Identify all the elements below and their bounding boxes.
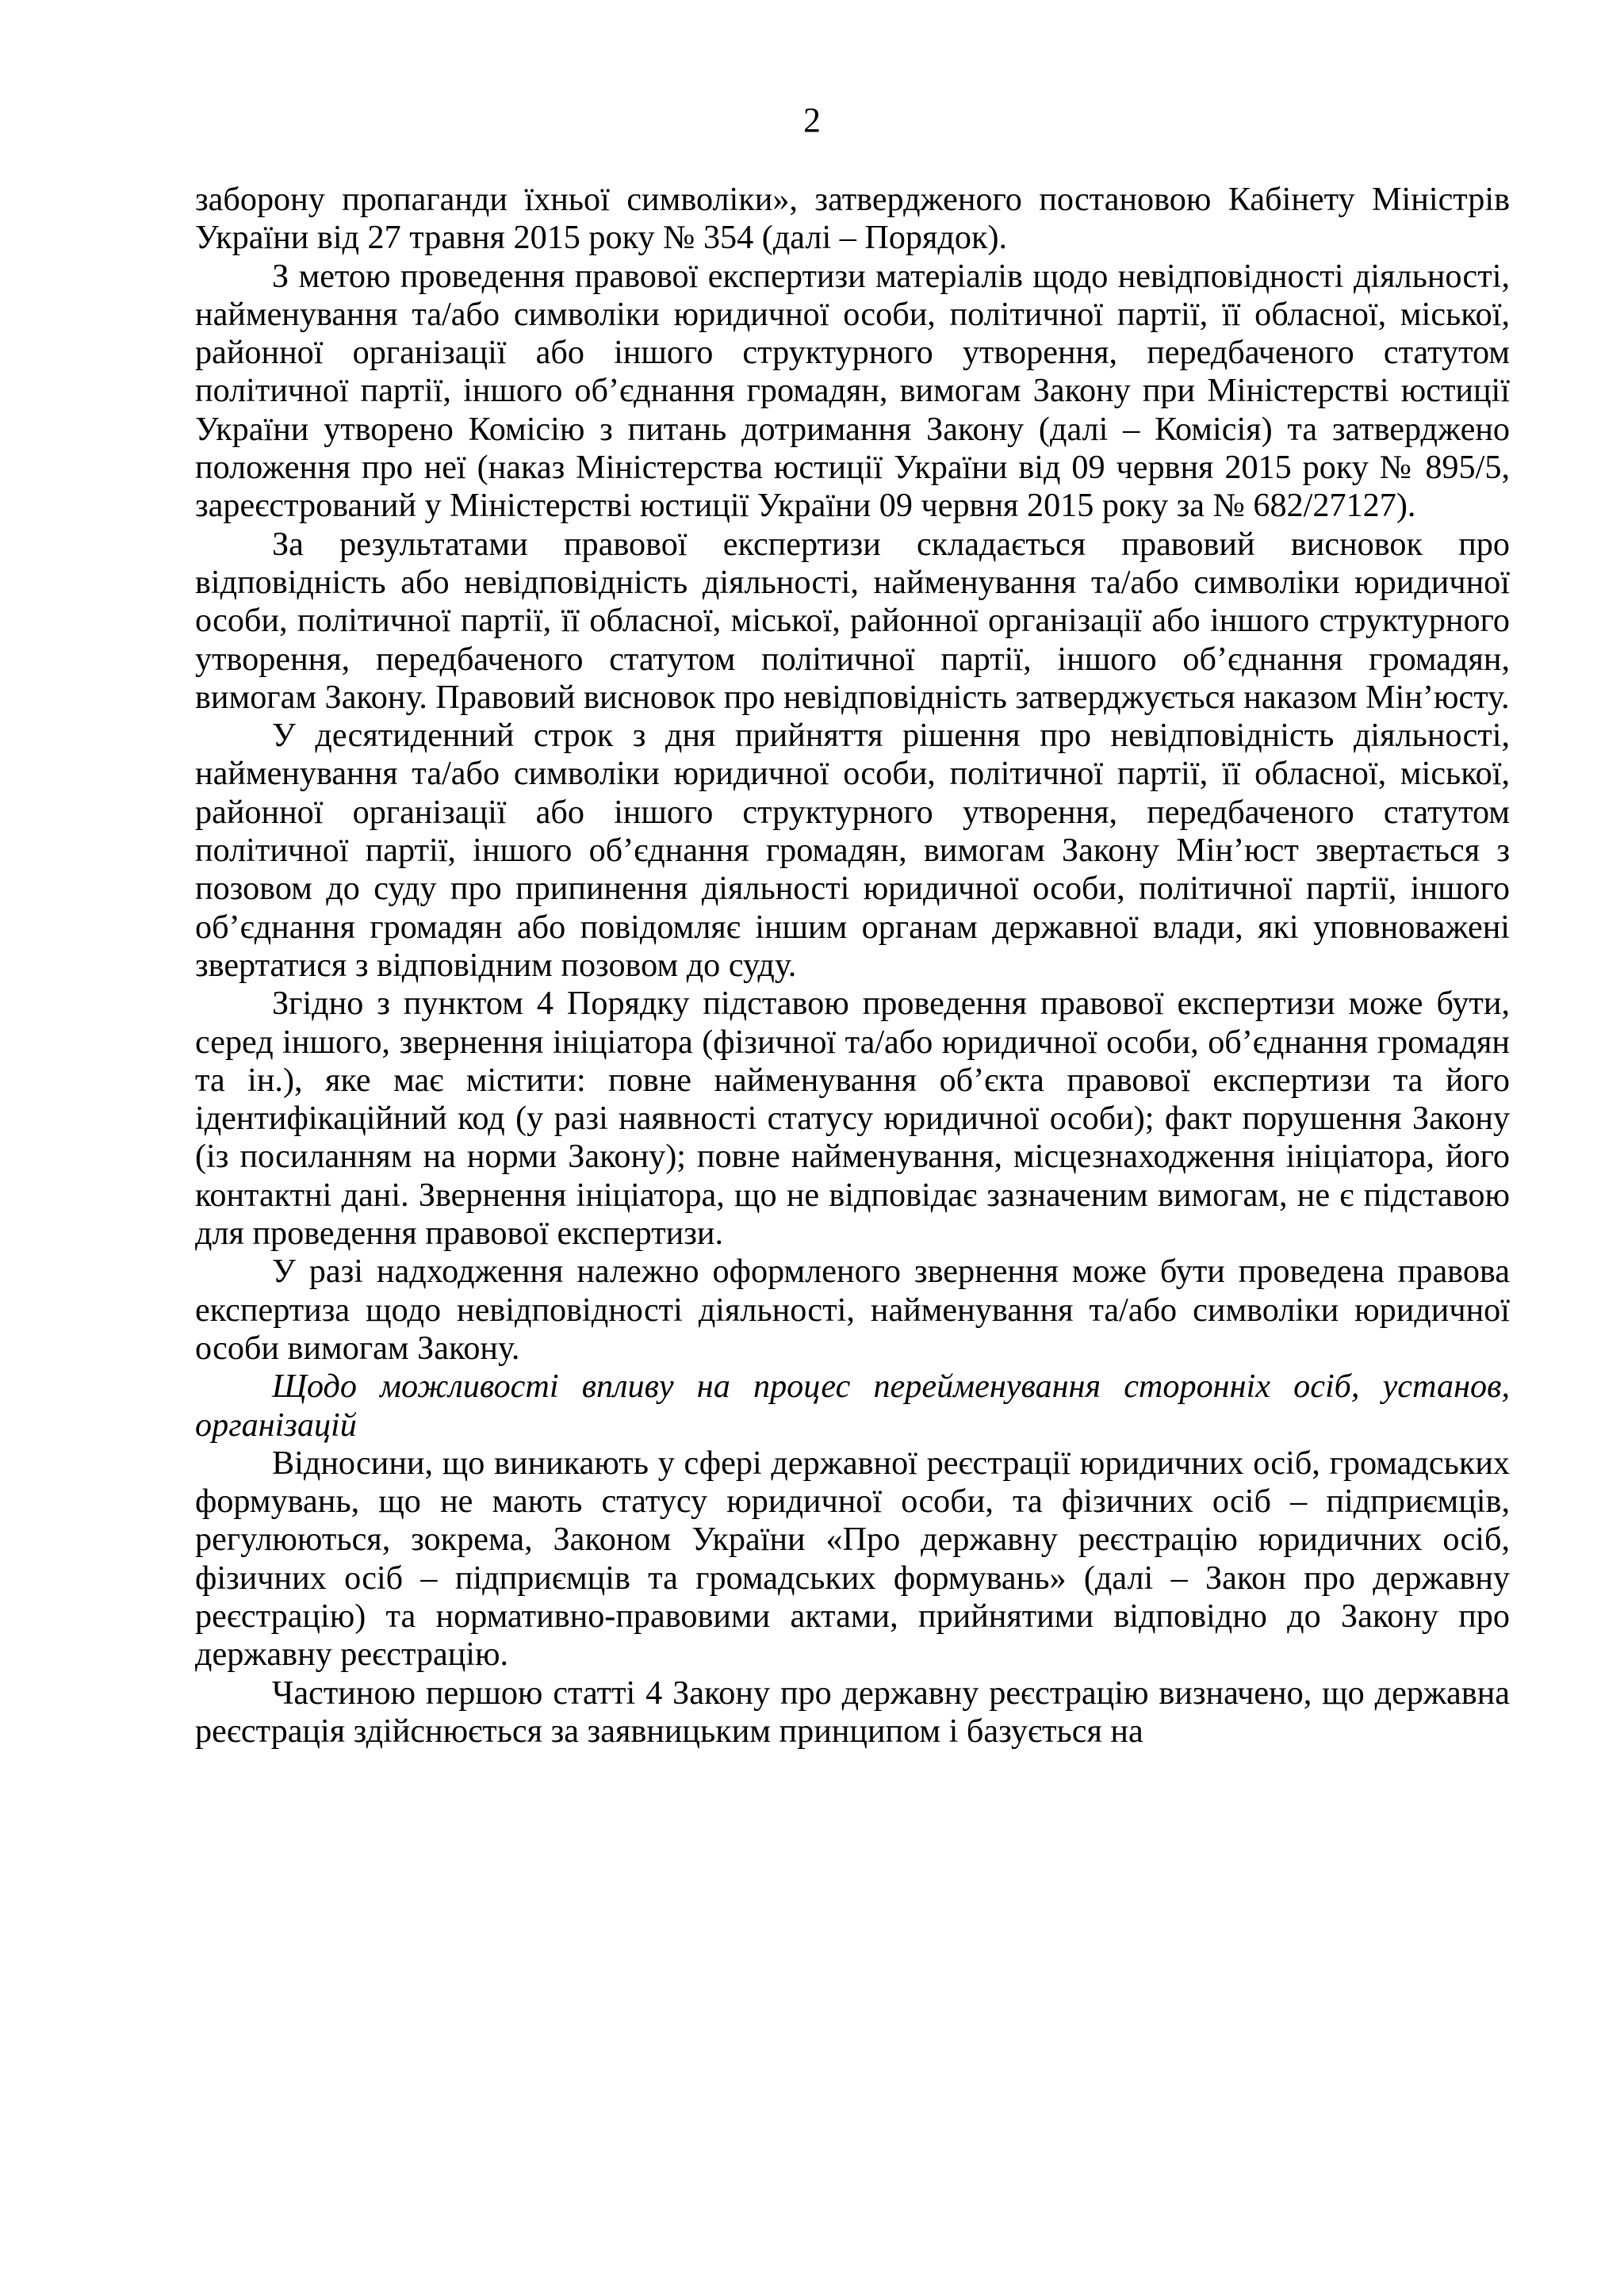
paragraph-initiator-request: Згідно з пунктом 4 Порядку підставою проведення правової експертизи може бути, серед іншого, звернення ініціатора (фізичної та/або юридичної особи, об’єднання громадян та ін.), яке має містити: повне найменування об’єкта правової експертизи та його ідентифікаційний код (у разі наявності статусу юридичної особи); факт порушення Закону (із посиланням на норми Закону); повне найменування, місцезнаходження ініціатора, його контактні дані. Звернення ініціатора, що не відповідає зазначеним вимогам, не є підставою для проведення правової експертизи.: [195, 985, 1510, 1253]
paragraph-lawsuit: У десятиденний строк з дня прийняття рішення про невідповідність діяльності, найменування та/або символіки юридичної особи, політичної партії, її обласної, міської, районної організації або іншого структурного утворення, передбаченого статутом політичної партії, іншого об’єднання громадян, вимогам Закону Мін’юст звертається з позовом до суду про припинення діяльності юридичної особи, політичної партії, іншого об’єднання громадян або повідомляє іншим органам державної влади, які уповноважені звертатися з відповідним позовом до суду.: [195, 717, 1510, 984]
paragraph-commission: З метою проведення правової експертизи матеріалів щодо невідповідності діяльності, найменування та/або символіки юридичної особи, політичної партії, її обласної, міської, районної організації або іншого структурного утворення, передбаченого статутом політичної партії, іншого об’єднання громадян, вимогам Закону при Міністерстві юстиції України утворено Комісію з питань дотримання Закону (далі – Комісія) та затверджено положення про неї (наказ Міністерства юстиції України від 09 червня 2015 року № 895/5, зареєстрований у Міністерстві юстиції України 09 червня 2015 року за № 682/27127).: [195, 257, 1510, 525]
paragraph-legal-conclusion: За результатами правової експертизи складається правовий висновок про відповідність або невідповідність діяльності, найменування та/або символіки юридичної особи, політичної партії, її обласної, міської, районної організації або іншого структурного утворення, передбаченого статутом політичної партії, іншого об’єднання громадян, вимогам Закону. Правовий висновок про невідповідність затверджується наказом Мін’юсту.: [195, 525, 1510, 716]
paragraph-continuation: заборону пропаганди їхньої символіки», затвердженого постановою Кабінету Міністрів України від 27 травня 2015 року № 354 (далі – Порядок).: [195, 181, 1510, 257]
paragraph-article-4: Частиною першою статті 4 Закону про державну реєстрацію визначено, що державна реєстрація здійснюється за заявницьким принципом і базується на: [195, 1674, 1510, 1750]
paragraph-state-registration: Відносини, що виникають у сфері державної реєстрації юридичних осіб, громадських формувань, що не мають статусу юридичної особи, та фізичних осіб – підприємців, регулюються, зокрема, Законом України «Про державну реєстрацію юридичних осіб, фізичних осіб – підприємців та громадських формувань» (далі – Закон про державну реєстрацію) та нормативно-правовими актами, прийнятими відповідно до Закону про державну реєстрацію.: [195, 1444, 1510, 1674]
page-number: 2: [803, 101, 821, 140]
paragraph-expertise: У разі надходження належно оформленого звернення може бути проведена правова експертиза щодо невідповідності діяльності, найменування та/або символіки юридичної особи вимогам Закону.: [195, 1253, 1510, 1367]
section-heading-renaming: Щодо можливості впливу на процес перейменування сторонніх осіб, установ, організацій: [195, 1368, 1510, 1444]
document-body: [195, 181, 1510, 1751]
